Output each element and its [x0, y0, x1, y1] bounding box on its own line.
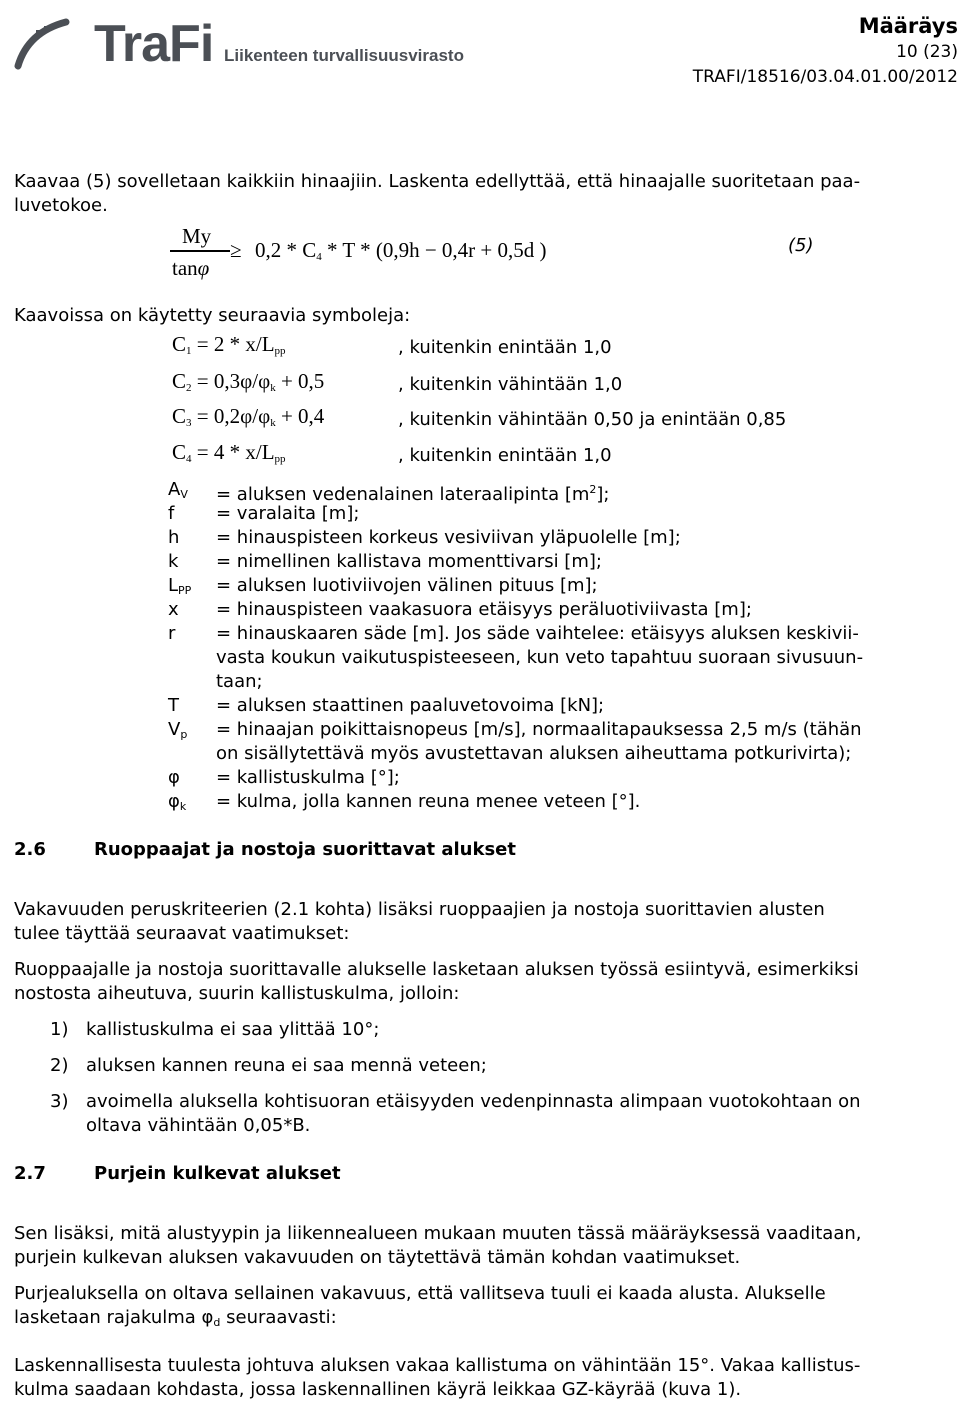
def-text: = kulma, jolla kannen reuna menee veteen [°]. — [216, 791, 641, 812]
def-symbol: $A_V$ — [168, 479, 188, 501]
section-number: 2.7 — [14, 1163, 46, 1184]
def-text: = aluksen luotiviivojen välinen pituus [m]; — [216, 575, 598, 596]
section-title: Ruoppaajat ja nostoja suorittavat alukset — [94, 839, 516, 860]
coefficient-c4: $C_4 = 4 * x/L_{pp}$ — [172, 440, 286, 465]
def-text: = kallistuskulma [°]; — [216, 767, 400, 788]
paragraph: Sen lisäksi, mitä alustyypin ja liikennealueen mukaan muuten tässä määräyksessä vaaditaan, purjein kulkevan aluksen vakavuuden on täytettävä tämän kohdan vaatimukset. — [14, 1223, 862, 1268]
symbols-intro: Kaavoissa on käytetty seuraavia symboleja: — [14, 305, 411, 326]
paragraph: Purjealuksella on oltava sellainen vakavuus, että vallitseva tuuli ei kaada alusta. Alukselle lasketaan rajakulma $\varphi_d$ seuraavasti: — [14, 1283, 826, 1329]
def-symbol: r — [168, 623, 176, 644]
def-text: = hinaajan poikittaisnopeus [m/s], normaalitapauksessa 2,5 m/s (tähän on sisällytettävä myös avustettavan aluksen aiheuttama potkurivirta); — [216, 719, 862, 764]
document-reference: TRAFI/18516/03.04.01.00/2012 — [692, 67, 958, 87]
coefficient-c2-condition: , kuitenkin vähintään 1,0 — [398, 374, 623, 395]
formula-denominator: tanφ — [172, 256, 210, 280]
logo-wordmark: TraFi — [94, 15, 214, 73]
logo-subtitle: Liikenteen turvallisuusvirasto — [224, 46, 464, 65]
def-symbol: x — [168, 599, 179, 620]
coefficient-c4-condition: , kuitenkin enintään 1,0 — [398, 445, 612, 466]
def-text: = nimellinen kallistava momenttivarsi [m]; — [216, 551, 602, 572]
coefficient-c1-condition: , kuitenkin enintään 1,0 — [398, 337, 612, 358]
coefficient-c3: $C_3 = 0,2\varphi/\varphi_k + 0,4$ — [172, 404, 325, 429]
phi-symbol: φ — [201, 1307, 214, 1328]
paragraph: Ruoppaajalle ja nostoja suorittavalle alukselle lasketaan aluksen työssä esiintyvä, esimerkiksi nostosta aiheutuva, suurin kallistuskulma, jolloin: — [14, 959, 859, 1004]
document-type: Määräys — [858, 14, 958, 38]
def-symbol: $L_{PP}$ — [168, 575, 192, 597]
paragraph: Laskennallisesta tuulesta johtuva aluksen vakaa kallistuma on vähintään 15°. Vakaa kallistus- kulma saadaan kohdasta, jossa laskennallinen käyrä leikkaa GZ-käyrää (kuva 1). — [14, 1355, 861, 1400]
formula-number: (5) — [788, 235, 814, 256]
fraction-bar — [170, 250, 230, 252]
phi-symbol: φ — [197, 256, 210, 280]
coefficient-c2: $C_2 = 0,3\varphi/\varphi_k + 0,5$ — [172, 369, 325, 394]
trafi-logo — [8, 14, 464, 74]
formula-rhs: $0,2 * C_4 * T * (0,9h - 0,4r + 0,5d$ ) — [255, 238, 547, 263]
list-item: 2) aluksen kannen reuna ei saa mennä veteen; — [50, 1055, 487, 1076]
def-text: = hinauspisteen korkeus vesiviivan yläpuolelle [m]; — [216, 527, 681, 548]
def-symbol: $\varphi_k$ — [168, 791, 187, 813]
def-symbol: T — [168, 695, 179, 716]
def-text: = aluksen vedenalainen lateraalipinta $[m^2]$; — [216, 483, 610, 505]
formula-ge: ≥ — [230, 238, 242, 262]
intro-line: Kaavaa (5) sovelletaan kaikkiin hinaajiin. Laskenta edellyttää, että hinaajalle suoritetaan paa- — [14, 171, 861, 192]
formula-numerator: My — [182, 224, 212, 248]
def-text: = hinauspisteen vaakasuora etäisyys peräluotiviivasta [m]; — [216, 599, 752, 620]
section-heading — [14, 1162, 341, 1186]
coefficient-c1: $C_1 = 2 * x/L_{pp}$ — [172, 332, 286, 357]
def-symbol: f — [168, 503, 175, 524]
coefficient-c3-condition: , kuitenkin vähintään 0,50 ja enintään 0,85 — [398, 409, 787, 430]
def-symbol: $V_p$ — [168, 719, 188, 741]
def-symbol: φ — [168, 767, 180, 788]
def-text: = hinauskaaren säde [m]. Jos säde vaihtelee: etäisyys aluksen keskivii- vasta koukun vaikutuspisteeseen, kun veto tapahtuu suoraan sivusuun- taan; — [216, 623, 864, 692]
section-title: Purjein kulkevat alukset — [94, 1163, 341, 1184]
def-symbol: h — [168, 527, 180, 548]
list-item: 1) kallistuskulma ei saa ylittää 10°; — [50, 1019, 380, 1040]
intro-line: luvetokoe. — [14, 195, 108, 216]
intro-paragraph — [14, 170, 954, 218]
section-heading — [14, 838, 516, 862]
section-number: 2.6 — [14, 839, 46, 860]
page-number: 10 (23) — [896, 42, 958, 62]
paragraph: Vakavuuden peruskriteerien (2.1 kohta) lisäksi ruoppaajien ja nostoja suorittavien alusten tulee täyttää seuraavat vaatimukset: — [14, 899, 825, 944]
list-item: 3) avoimella aluksella kohtisuoran etäisyyden vedenpinnasta alimpaan vuotokohtaan on oltava vähintään 0,05*B. — [50, 1091, 861, 1136]
def-text: = varalaita [m]; — [216, 503, 360, 524]
def-symbol: k — [168, 551, 179, 572]
def-text: = aluksen staattinen paaluvetovoima [kN]; — [216, 695, 605, 716]
